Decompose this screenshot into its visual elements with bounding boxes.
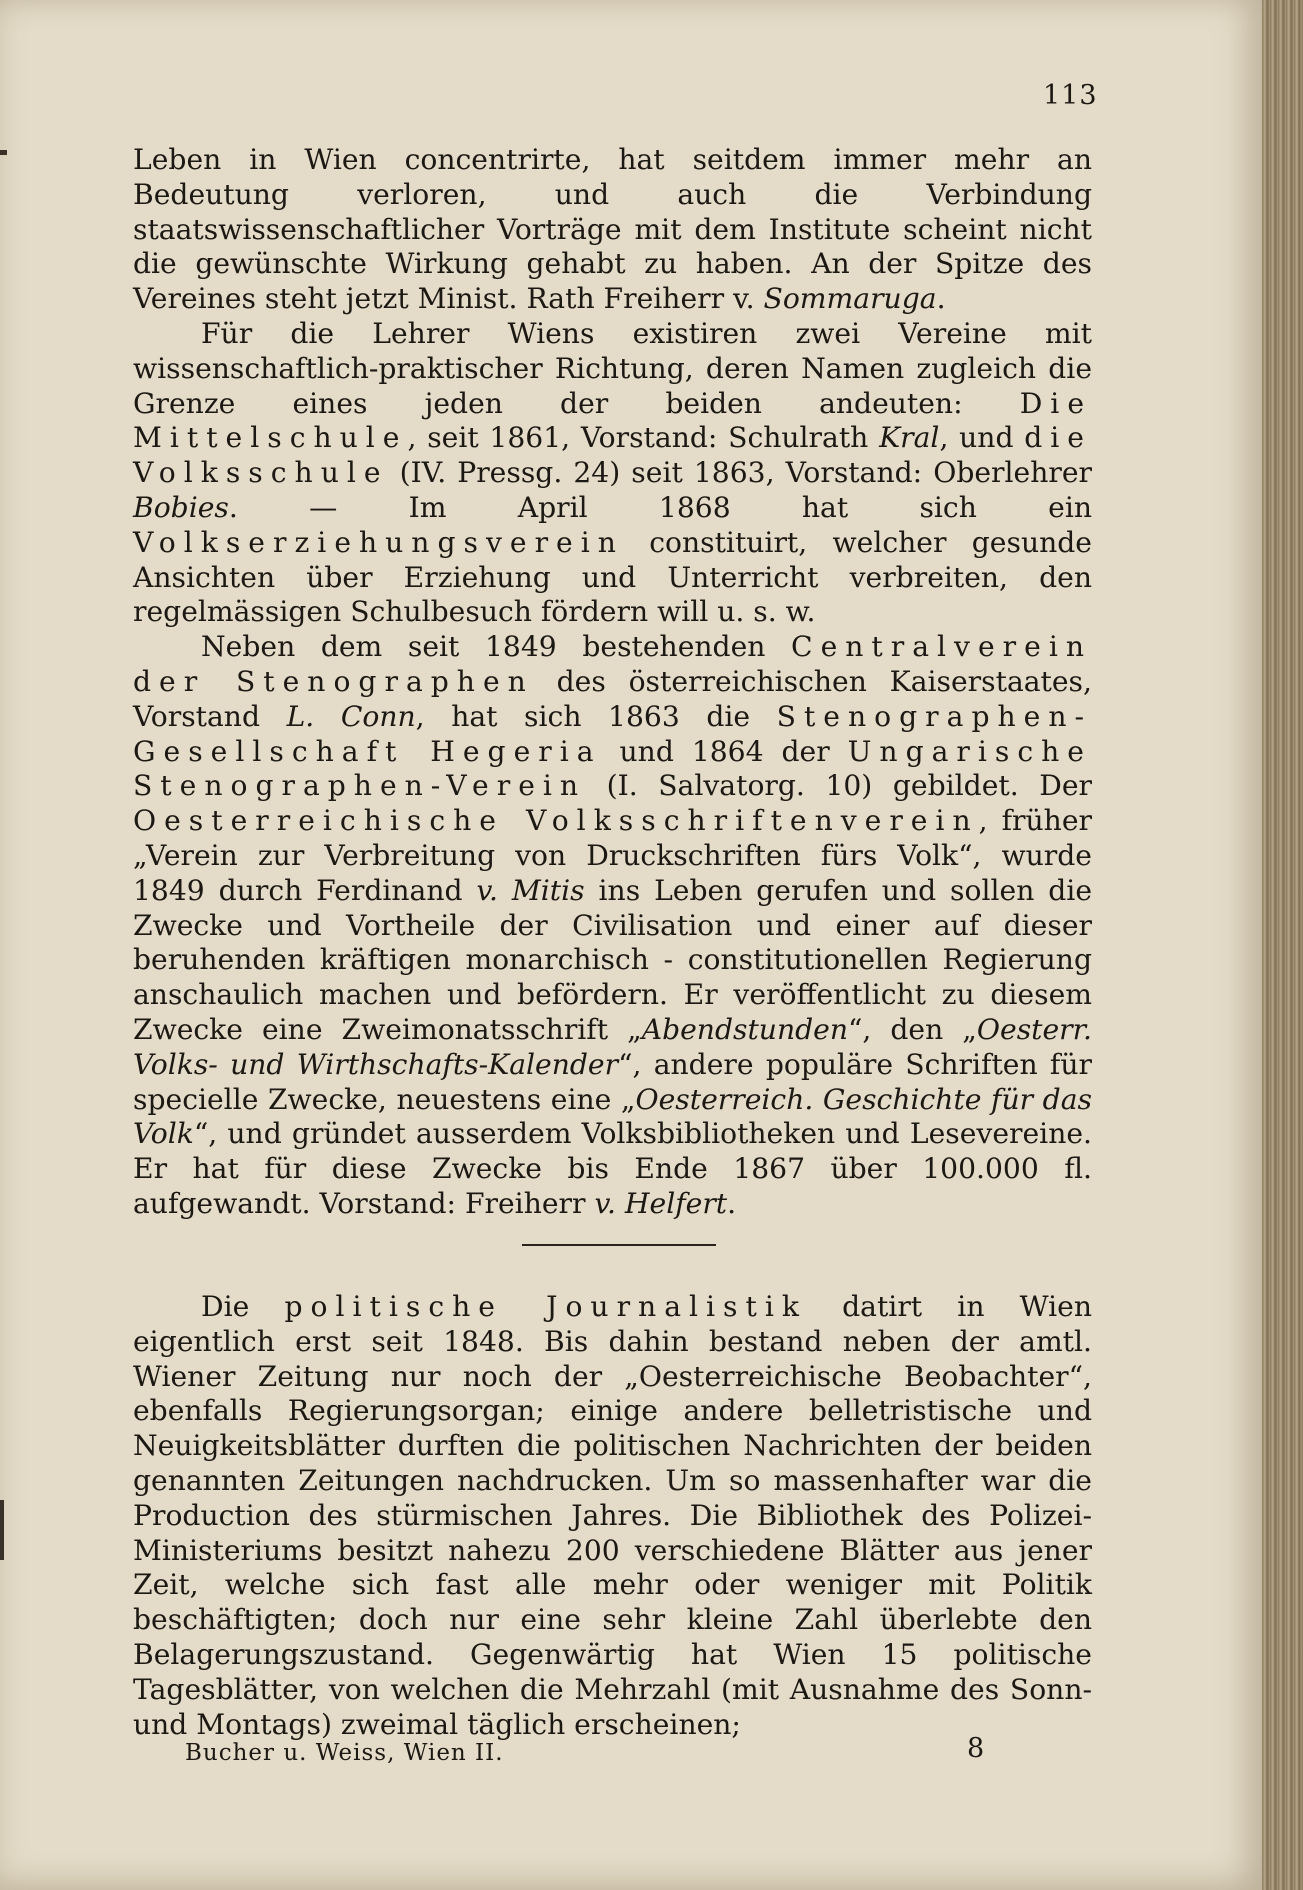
journalism-text-section [133,1290,1092,1742]
page-number: 113 [1043,80,1098,111]
page-edge-mark [0,1500,4,1560]
publication-title: Oesterreich. Geschichte für das Volk [133,1082,1092,1151]
person-name: Kral [879,421,940,455]
section-term: politische Journalistik [284,1290,807,1323]
association-name: Ungarische Stenographen-Verein [133,734,1092,803]
association-name: Die Mittelschule [133,386,1092,455]
association-name: Volkserziehungsverein [133,525,624,559]
person-name: v. Mitis [476,873,585,907]
person-name: Bobies [133,490,229,524]
book-spine-edge [1262,0,1303,1890]
association-name: die Volksschule [133,421,1092,490]
association-name: Stenographen-Gesellschaft Hegeria [133,699,1092,768]
main-text-section [133,143,1092,1222]
person-name: v. Helfert [594,1186,728,1220]
paragraph-teacher-associations: Für die Lehrer Wiens existiren zwei Vereine mit wissenschaftlich-praktischer Richtung, deren Namen zugleich die Grenze eines jeden der beiden andeuten: Die Mittelschule, seit 1861, Vorstand: Schulrath Kral, und die Volksschule (IV. Pressg. 24) seit 1863, Vorstand: Oberlehrer Bobies. — Im April 1868 hat sich ein Volkserziehungsverein constituirt, welcher gesunde Ansichten über Erziehung und Unterricht verbreiten, den regelmässigen Schulbesuch fördern will u. s. w. [133,316,1092,629]
publisher-footer: Bucher u. Weiss, Wien II. [185,1740,504,1766]
paragraph-continuation: Leben in Wien concentrirte, hat seitdem immer mehr an Bedeutung verloren, und auch die Verbindung staatswissenschaftlicher Vorträge mit dem Institute scheint nicht die gewünschte Wirkung gehabt zu haben. An der Spitze des Vereines steht jetzt Minist. Rath Freiherr v. Sommaruga. [133,143,1092,316]
section-divider [522,1244,716,1246]
association-name: Centralverein der Stenographen [133,630,1092,698]
publication-title: Abendstunden [641,1012,848,1046]
publication-title: Oesterr. Volks- und Wirthschafts-Kalender [133,1012,1092,1081]
association-name: Oesterreichische Volksschriftenverein [133,804,979,838]
paragraph-stenographers: Neben dem seit 1849 bestehenden Centralverein der Stenographen des österreichischen Kaiserstaates, Vorstand L. Conn, hat sich 1863 die Stenographen-Gesellschaft Hegeria und 1864 der Ungarische Stenographen-Verein (I. Salvatorg. 10) gebildet. Der Oesterreichische Volksschriftenverein, früher „Verein zur Verbreitung von Druckschriften fürs Volk“, wurde 1849 durch Ferdinand v. Mitis ins Leben gerufen und sollen die Zwecke und Vortheile der Civilisation und einer auf dieser beruhenden kräftigen monarchisch - constitutionellen Regierung anschaulich machen und befördern. Er veröffentlicht zu diesem Zwecke eine Zweimonatsschrift „Abendstunden“, den „Oesterr. Volks- und Wirthschafts-Kalender“, andere populäre Schriften für specielle Zwecke, neuestens eine „Oesterreich. Geschichte für das Volk“, und gründet ausserdem Volksbibliotheken und Lesevereine. Er hat für diese Zwecke bis Ende 1867 über 100.000 fl. aufgewandt. Vorstand: Freiherr v. Helfert. [133,630,1092,1220]
page-edge-mark [0,150,7,155]
person-name: L. Conn [286,699,416,733]
signature-mark: 8 [967,1733,985,1764]
paragraph-political-journalism: Die politische Journalistik datirt in Wien eigentlich erst seit 1848. Bis dahin bestand neben der amtl. Wiener Zeitung nur noch der „Oesterreichische Beobachter“, ebenfalls Regierungsorgan; einige andere belletristische und Neuigkeitsblätter durften die politischen Nachrichten der beiden genannten Zeitungen nachdrucken. Um so massenhafter war die Production des stürmischen Jahres. Die Bibliothek des Polizei-Ministeriums besitzt nahezu 200 verschiedene Blätter aus jener Zeit, welche sich fast alle mehr oder weniger mit Politik beschäftigten; doch nur eine sehr kleine Zahl überlebte den Belagerungszustand. Gegenwärtig hat Wien 15 politische Tagesblätter, von welchen die Mehrzahl (mit Ausnahme des Sonn- und Montags) zweimal täglich erscheinen; [133,1290,1092,1741]
person-name: Sommaruga [763,282,937,316]
